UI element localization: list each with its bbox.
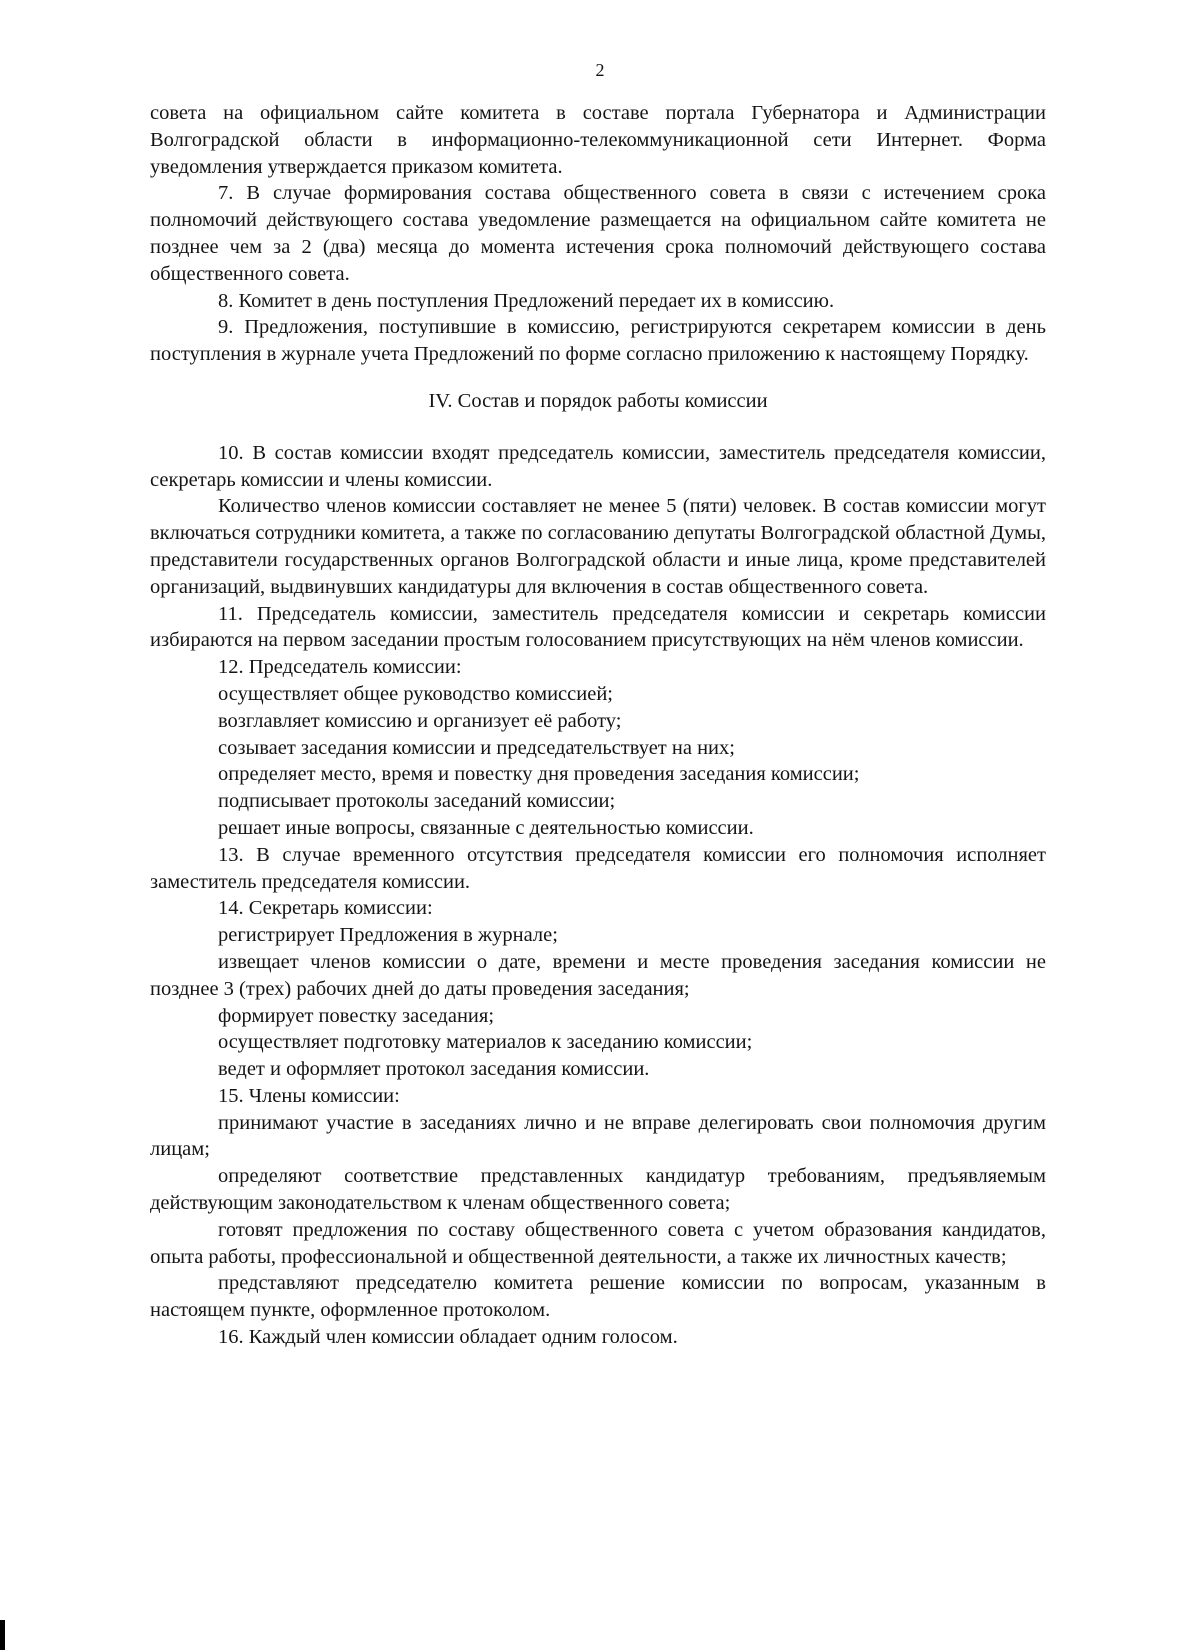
paragraph: определяют соответствие представленных кандидатур требованиям, предъявляемым действующим законодательством к членам общественного совета;	[150, 1165, 1046, 1215]
paragraph: возглавляет комиссию и организует её работу;	[218, 709, 622, 732]
paragraph: ведет и оформляет протокол заседания комиссии.	[218, 1058, 650, 1081]
page-number: 2	[595, 60, 605, 80]
paragraph: 14. Секретарь комиссии:	[218, 897, 433, 920]
paragraph: 16. Каждый член комиссии обладает одним голосом.	[218, 1326, 678, 1349]
document-body	[150, 100, 1046, 1351]
paragraph: 15. Члены комиссии:	[218, 1084, 400, 1107]
paragraph: совета на официальном сайте комитета в составе портала Губернатора и Администрации Волгоградской области в информационно-телекоммуникационной сети Интернет. Форма уведомления утверждается приказом комитета.	[150, 102, 1046, 178]
paragraph: подписывает протоколы заседаний комиссии;	[218, 790, 616, 813]
paragraph: извещает членов комиссии о дате, времени и месте проведения заседания комиссии не позднее 3 (трех) рабочих дней до даты проведения заседания;	[150, 950, 1046, 1000]
paragraphs-after-heading	[150, 440, 1046, 1351]
paragraphs-before-heading	[150, 100, 1046, 368]
paragraph: 12. Председатель комиссии:	[218, 656, 462, 679]
scan-edge-mark	[0, 1620, 5, 1650]
paragraph: осуществляет подготовку материалов к заседанию комиссии;	[218, 1031, 753, 1054]
paragraph: 10. В состав комиссии входят председатель комиссии, заместитель председателя комиссии, секретарь комиссии и члены комиссии.	[150, 441, 1046, 491]
paragraph: решает иные вопросы, связанные с деятельностью комиссии.	[218, 816, 754, 839]
section-heading: IV. Состав и порядок работы комиссии	[428, 389, 768, 412]
paragraph: Количество членов комиссии составляет не менее 5 (пяти) человек. В состав комиссии могут включаться сотрудники комитета, а также по согласованию депутаты Волгоградской областной Думы, представители государственных органов Волгоградской области и иные лица, кроме представителей организаций, выдвинувших кандидатуры для включения в состав общественного совета.	[150, 495, 1046, 598]
paragraph: осуществляет общее руководство комиссией;	[218, 682, 613, 705]
paragraph: 9. Предложения, поступившие в комиссию, регистрируются секретарем комиссии в день поступления в журнале учета Предложений по форме согласно приложению к настоящему Порядку.	[150, 316, 1046, 366]
paragraph: представляют председателю комитета решение комиссии по вопросам, указанным в настоящем пункте, оформленное протоколом.	[150, 1272, 1046, 1322]
paragraph: 7. В случае формирования состава общественного совета в связи с истечением срока полномочий действующего состава уведомление размещается на официальном сайте комитета не позднее чем за 2 (два) месяца до момента истечения срока полномочий действующего состава общественного совета.	[150, 182, 1046, 285]
paragraph: формирует повестку заседания;	[218, 1004, 495, 1027]
paragraph: определяет место, время и повестку дня проведения заседания комиссии;	[218, 763, 860, 786]
paragraph: принимают участие в заседаниях лично и не вправе делегировать свои полномочия другим лицам;	[150, 1111, 1046, 1161]
paragraph: 8. Комитет в день поступления Предложений передает их в комиссию.	[218, 289, 835, 312]
paragraph: созывает заседания комиссии и председательствует на них;	[218, 736, 735, 759]
paragraph: регистрирует Предложения в журнале;	[218, 924, 558, 947]
paragraph: готовят предложения по составу общественного совета с учетом образования кандидатов, опыта работы, профессиональной и общественной деятельности, а также их личностных качеств;	[150, 1218, 1046, 1268]
paragraph: 13. В случае временного отсутствия председателя комиссии его полномочия исполняет заместитель председателя комиссии.	[150, 843, 1046, 893]
paragraph: 11. Председатель комиссии, заместитель председателя комиссии и секретарь комиссии избираются на первом заседании простым голосованием присутствующих на нём членов комиссии.	[150, 602, 1046, 652]
